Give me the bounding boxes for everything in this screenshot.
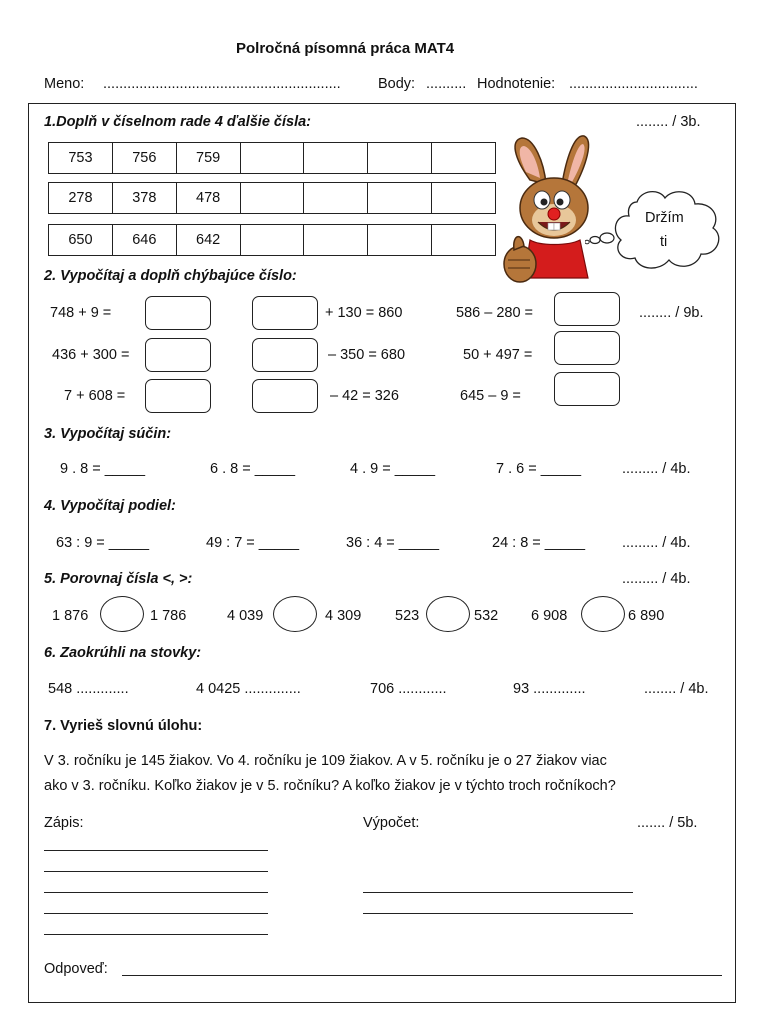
sequence-answer-cell[interactable]: [304, 183, 368, 213]
zapis-label: Zápis:: [44, 815, 84, 831]
compare-circle[interactable]: [426, 596, 470, 632]
answer-box[interactable]: [145, 379, 211, 413]
sequence-answer-cell[interactable]: [368, 183, 432, 213]
compare-circle[interactable]: [581, 596, 625, 632]
vypocet-line[interactable]: [363, 913, 633, 914]
equation-left: 748 + 9 =: [50, 305, 112, 321]
compare-circle[interactable]: [100, 596, 144, 632]
vypocet-label: Výpočet:: [363, 815, 420, 831]
product-item: 6 . 8 = _____: [210, 461, 296, 477]
zapis-line[interactable]: [44, 892, 268, 893]
sequence-answer-cell[interactable]: [241, 225, 305, 255]
equation-middle: – 42 = 326: [330, 388, 399, 404]
task2-heading: 2. Vypočítaj a doplň chýbajúce číslo:: [44, 268, 297, 284]
answer-label: Odpoveď:: [44, 961, 108, 977]
task1-score[interactable]: ........ / 3b.: [636, 114, 701, 130]
task5-heading: 5. Porovnaj čísla <, >:: [44, 571, 193, 587]
sequence-row-2: [48, 182, 496, 214]
grade-field[interactable]: ................................: [569, 76, 698, 92]
product-item: 9 . 8 = _____: [60, 461, 146, 477]
answer-box[interactable]: [252, 296, 318, 330]
task2-score[interactable]: ........ / 9b.: [639, 305, 704, 321]
sequence-answer-cell[interactable]: [241, 143, 305, 173]
page-title: Polročná písomná práca MAT4: [236, 40, 455, 57]
compare-right: 6 890: [628, 608, 665, 624]
answer-box[interactable]: [554, 372, 620, 406]
sequence-cell: 650: [49, 225, 113, 255]
rounding-item: 4 0425 ..............: [196, 681, 301, 697]
equation-left: 7 + 608 =: [64, 388, 126, 404]
word-problem-line1: V 3. ročníku je 145 žiakov. Vo 4. ročníku je 109 žiakov. A v 5. ročníku je o 27 žiakov viac: [44, 753, 607, 769]
speech-bubble-icon: [585, 186, 727, 278]
sequence-answer-cell[interactable]: [432, 143, 495, 173]
sequence-row-3: [48, 224, 496, 256]
quotient-item: 36 : 4 = _____: [346, 535, 440, 551]
sequence-cell: 753: [49, 143, 113, 173]
sequence-answer-cell[interactable]: [241, 183, 305, 213]
zapis-line[interactable]: [44, 871, 268, 872]
task6-heading: 6. Zaokrúhli na stovky:: [44, 645, 202, 661]
rounding-item: 706 ............: [370, 681, 447, 697]
points-label: Body:: [378, 76, 416, 92]
task3-score[interactable]: ......... / 4b.: [622, 461, 691, 477]
answer-box[interactable]: [554, 292, 620, 326]
sequence-row-1: [48, 142, 496, 174]
answer-box[interactable]: [145, 296, 211, 330]
speech-text-line1: Držím: [645, 210, 684, 226]
sequence-cell: 478: [177, 183, 241, 213]
zapis-line[interactable]: [44, 850, 268, 851]
answer-box[interactable]: [252, 379, 318, 413]
product-item: 7 . 6 = _____: [496, 461, 582, 477]
task3-heading: 3. Vypočítaj súčin:: [44, 426, 172, 442]
task5-score[interactable]: ......... / 4b.: [622, 571, 691, 587]
rounding-item: 548 .............: [48, 681, 129, 697]
compare-right: 532: [474, 608, 499, 624]
vypocet-line[interactable]: [363, 892, 633, 893]
sequence-cell: 278: [49, 183, 113, 213]
quotient-item: 49 : 7 = _____: [206, 535, 300, 551]
zapis-line[interactable]: [44, 913, 268, 914]
task4-heading: 4. Vypočítaj podiel:: [44, 498, 176, 514]
answer-box[interactable]: [145, 338, 211, 372]
equation-middle: – 350 = 680: [328, 347, 406, 363]
equation-right: 645 – 9 =: [460, 388, 521, 404]
sequence-answer-cell[interactable]: [304, 143, 368, 173]
product-item: 4 . 9 = _____: [350, 461, 436, 477]
sequence-cell: 759: [177, 143, 241, 173]
quotient-item: 24 : 8 = _____: [492, 535, 586, 551]
sequence-cell: 756: [113, 143, 177, 173]
task7-score[interactable]: ....... / 5b.: [637, 815, 698, 831]
equation-left: 436 + 300 =: [52, 347, 130, 363]
name-label: Meno:: [44, 76, 85, 92]
sequence-answer-cell[interactable]: [432, 225, 495, 255]
equation-right: 50 + 497 =: [463, 347, 533, 363]
grade-label: Hodnotenie:: [477, 76, 556, 92]
task7-heading: 7. Vyrieš slovnú úlohu:: [44, 718, 203, 734]
answer-box[interactable]: [554, 331, 620, 365]
compare-left: 4 039: [227, 608, 264, 624]
rounding-item: 93 .............: [513, 681, 586, 697]
sequence-answer-cell[interactable]: [304, 225, 368, 255]
compare-left: 6 908: [531, 608, 568, 624]
sequence-answer-cell[interactable]: [368, 225, 432, 255]
compare-circle[interactable]: [273, 596, 317, 632]
zapis-line[interactable]: [44, 934, 268, 935]
equation-right: 586 – 280 =: [456, 305, 534, 321]
speech-text-line2: ti: [660, 234, 668, 250]
name-field[interactable]: ...........................................................: [103, 76, 341, 92]
sequence-answer-cell[interactable]: [368, 143, 432, 173]
quotient-item: 63 : 9 = _____: [56, 535, 150, 551]
task6-score[interactable]: ........ / 4b.: [644, 681, 709, 697]
compare-right: 1 786: [150, 608, 187, 624]
answer-line[interactable]: [122, 975, 722, 976]
compare-left: 523: [395, 608, 420, 624]
compare-left: 1 876: [52, 608, 89, 624]
task4-score[interactable]: ......... / 4b.: [622, 535, 691, 551]
sequence-cell: 642: [177, 225, 241, 255]
sequence-cell: 378: [113, 183, 177, 213]
task1-heading: 1.Doplň v číselnom rade 4 ďalšie čísla:: [44, 114, 312, 130]
sequence-cell: 646: [113, 225, 177, 255]
word-problem-line2: ako v 3. ročníku. Koľko žiakov je v 5. ročníku? A koľko žiakov je v týchto troch ročníkoch?: [44, 778, 616, 794]
sequence-answer-cell[interactable]: [432, 183, 495, 213]
answer-box[interactable]: [252, 338, 318, 372]
equation-middle: + 130 = 860: [325, 305, 403, 321]
compare-right: 4 309: [325, 608, 362, 624]
points-field[interactable]: ..........: [426, 76, 467, 92]
